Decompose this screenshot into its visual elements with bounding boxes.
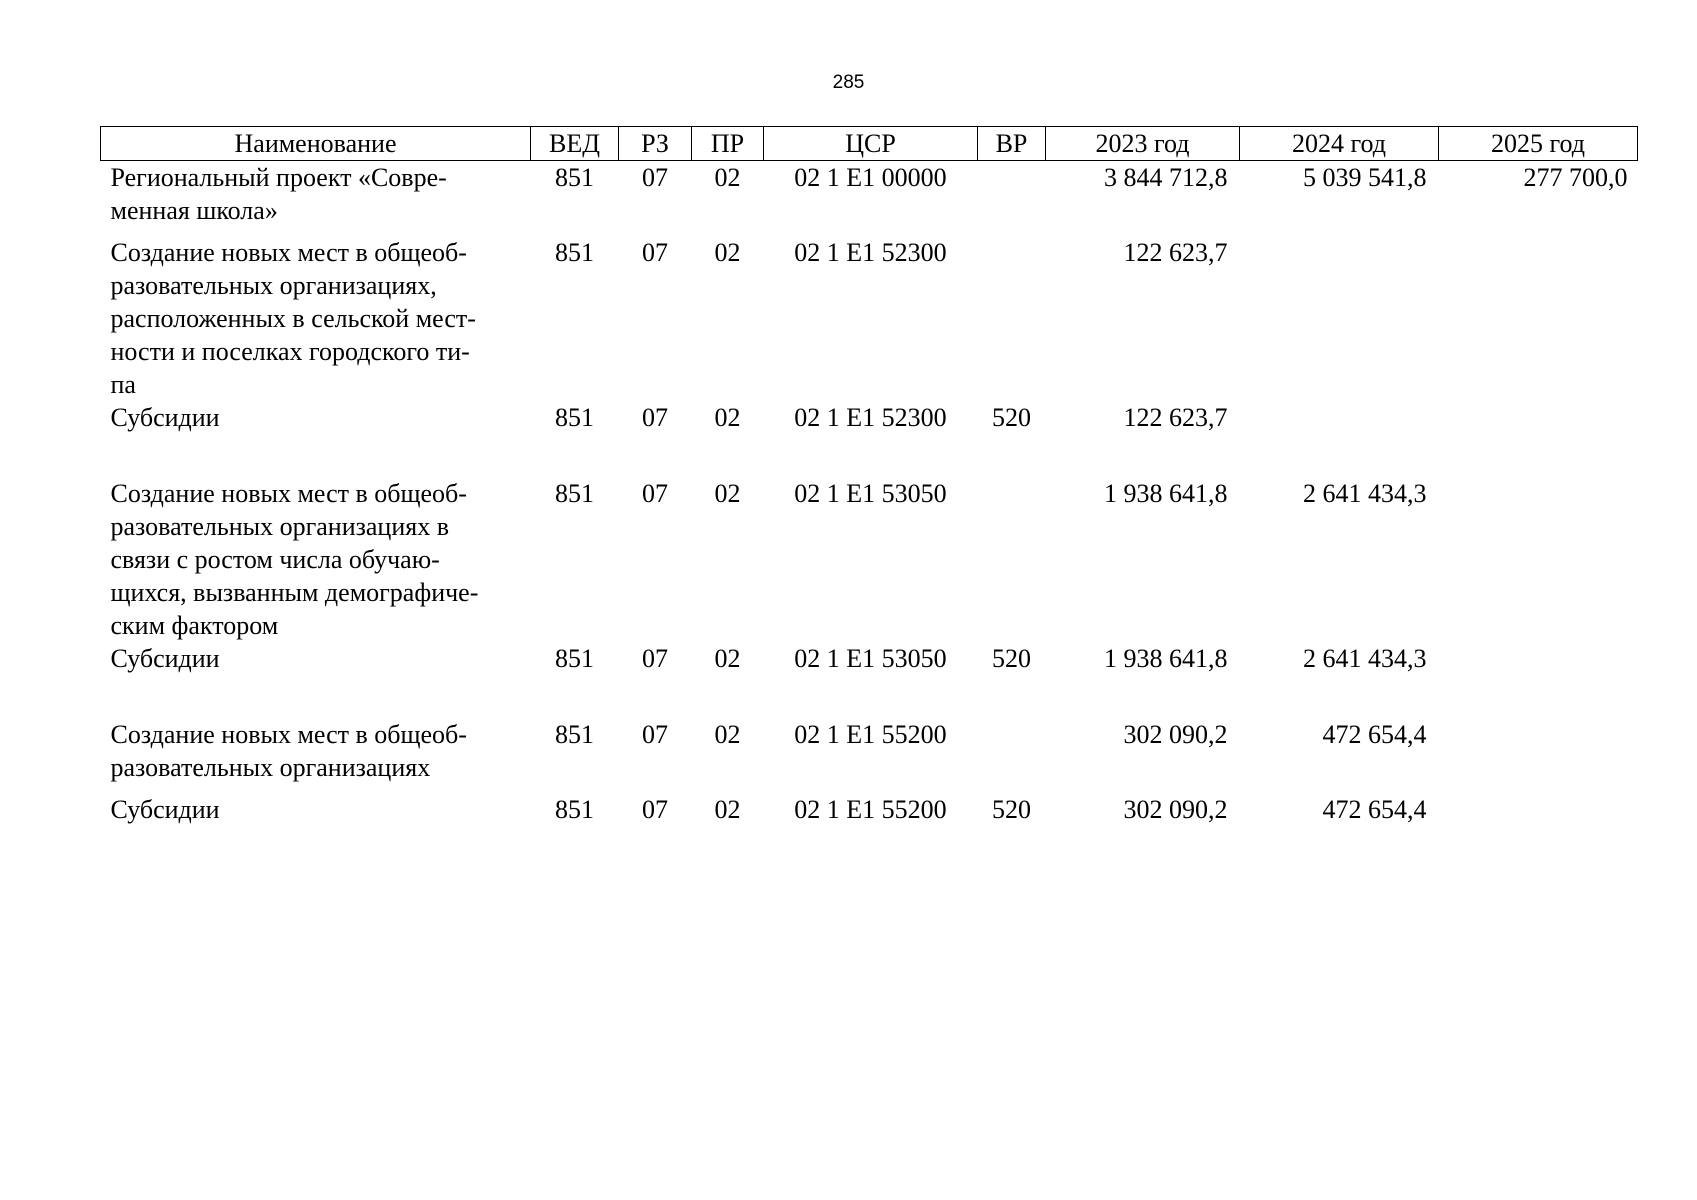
header-rz: РЗ [619,127,692,161]
row-amount-2024: 472 654,4 [1322,720,1427,749]
row-amount-2023: 302 090,2 [1123,795,1228,824]
row-name: Субсидии [110,644,220,673]
row-rz: 07 [642,238,668,267]
row-ved: 851 [555,795,594,824]
table-row [101,642,1638,718]
header-name: Наименование [101,127,531,161]
row-amount-2023: 122 623,7 [1123,238,1228,267]
row-csr: 02 1 E1 53050 [794,644,947,673]
table-header-row [101,127,1638,161]
table-row [101,477,1638,642]
row-amount-2025 [1439,477,1638,642]
row-vr [978,236,1046,401]
row-ved: 851 [555,720,594,749]
row-ved: 851 [555,644,594,673]
row-pr: 02 [714,238,741,267]
row-amount-2023: 122 623,7 [1123,403,1228,432]
row-pr: 02 [714,795,741,824]
row-rz: 07 [642,479,668,508]
row-rz: 07 [642,403,668,432]
row-ved: 851 [555,163,594,192]
row-csr: 02 1 E1 52300 [794,238,947,267]
row-amount-2024 [1240,236,1439,401]
row-pr: 02 [714,403,741,432]
header-csr: ЦСР [764,127,978,161]
header-2023: 2023 год [1046,127,1240,161]
header-vr: ВР [978,127,1046,161]
row-amount-2023: 1 938 641,8 [1104,644,1228,673]
row-name: Субсидии [110,403,220,432]
header-pr: ПР [692,127,764,161]
row-amount-2025 [1439,718,1638,793]
row-rz: 07 [642,795,668,824]
row-csr: 02 1 E1 52300 [794,403,947,432]
row-csr: 02 1 E1 00000 [794,163,947,192]
row-vr: 520 [992,403,1031,432]
row-rz: 07 [642,644,668,673]
row-amount-2025: 277 700,0 [1523,163,1628,192]
row-ved: 851 [555,238,594,267]
row-rz: 07 [642,163,668,192]
row-amount-2023: 302 090,2 [1123,720,1228,749]
row-csr: 02 1 E1 55200 [794,795,947,824]
page-number: 285 [832,72,865,93]
row-vr: 520 [992,795,1031,824]
row-vr [978,477,1046,642]
row-amount-2025 [1439,642,1638,718]
row-amount-2024: 2 641 434,3 [1303,479,1427,508]
row-pr: 02 [714,644,741,673]
table-row [101,161,1638,237]
table-row [101,718,1638,793]
table-row [101,236,1638,401]
row-amount-2024: 2 641 434,3 [1303,644,1427,673]
header-ved: ВЕД [531,127,619,161]
row-amount-2025 [1439,401,1638,477]
row-vr [978,718,1046,793]
row-vr: 520 [992,644,1031,673]
budget-table [100,126,1638,826]
row-name: Субсидии [110,795,220,824]
row-pr: 02 [714,163,741,192]
row-amount-2023: 3 844 712,8 [1104,163,1228,192]
row-amount-2025 [1439,236,1638,401]
row-vr [978,161,1046,237]
row-name: Создание новых мест в общеоб- разовательных организациях, расположенных в сельской мест- ности и поселках городского ти- па [110,238,476,399]
row-amount-2024: 5 039 541,8 [1303,163,1427,192]
row-name: Региональный проект «Совре- менная школа» [110,163,447,225]
row-csr: 02 1 E1 53050 [794,479,947,508]
table-row [101,793,1638,826]
header-2025: 2025 год [1439,127,1638,161]
row-ved: 851 [555,403,594,432]
row-pr: 02 [714,720,741,749]
row-rz: 07 [642,720,668,749]
table-row [101,401,1638,477]
row-amount-2025 [1439,793,1638,826]
row-amount-2024: 472 654,4 [1322,795,1427,824]
row-name: Создание новых мест в общеоб- разовательных организациях [110,720,467,782]
row-csr: 02 1 E1 55200 [794,720,947,749]
row-amount-2023: 1 938 641,8 [1104,479,1228,508]
header-2024: 2024 год [1240,127,1439,161]
row-pr: 02 [714,479,741,508]
row-amount-2024 [1240,401,1439,477]
row-name: Создание новых мест в общеоб- разовательных организациях в связи с ростом числа обучаю- щихся, вызванным демографиче- ским фактором [110,479,479,640]
row-ved: 851 [555,479,594,508]
